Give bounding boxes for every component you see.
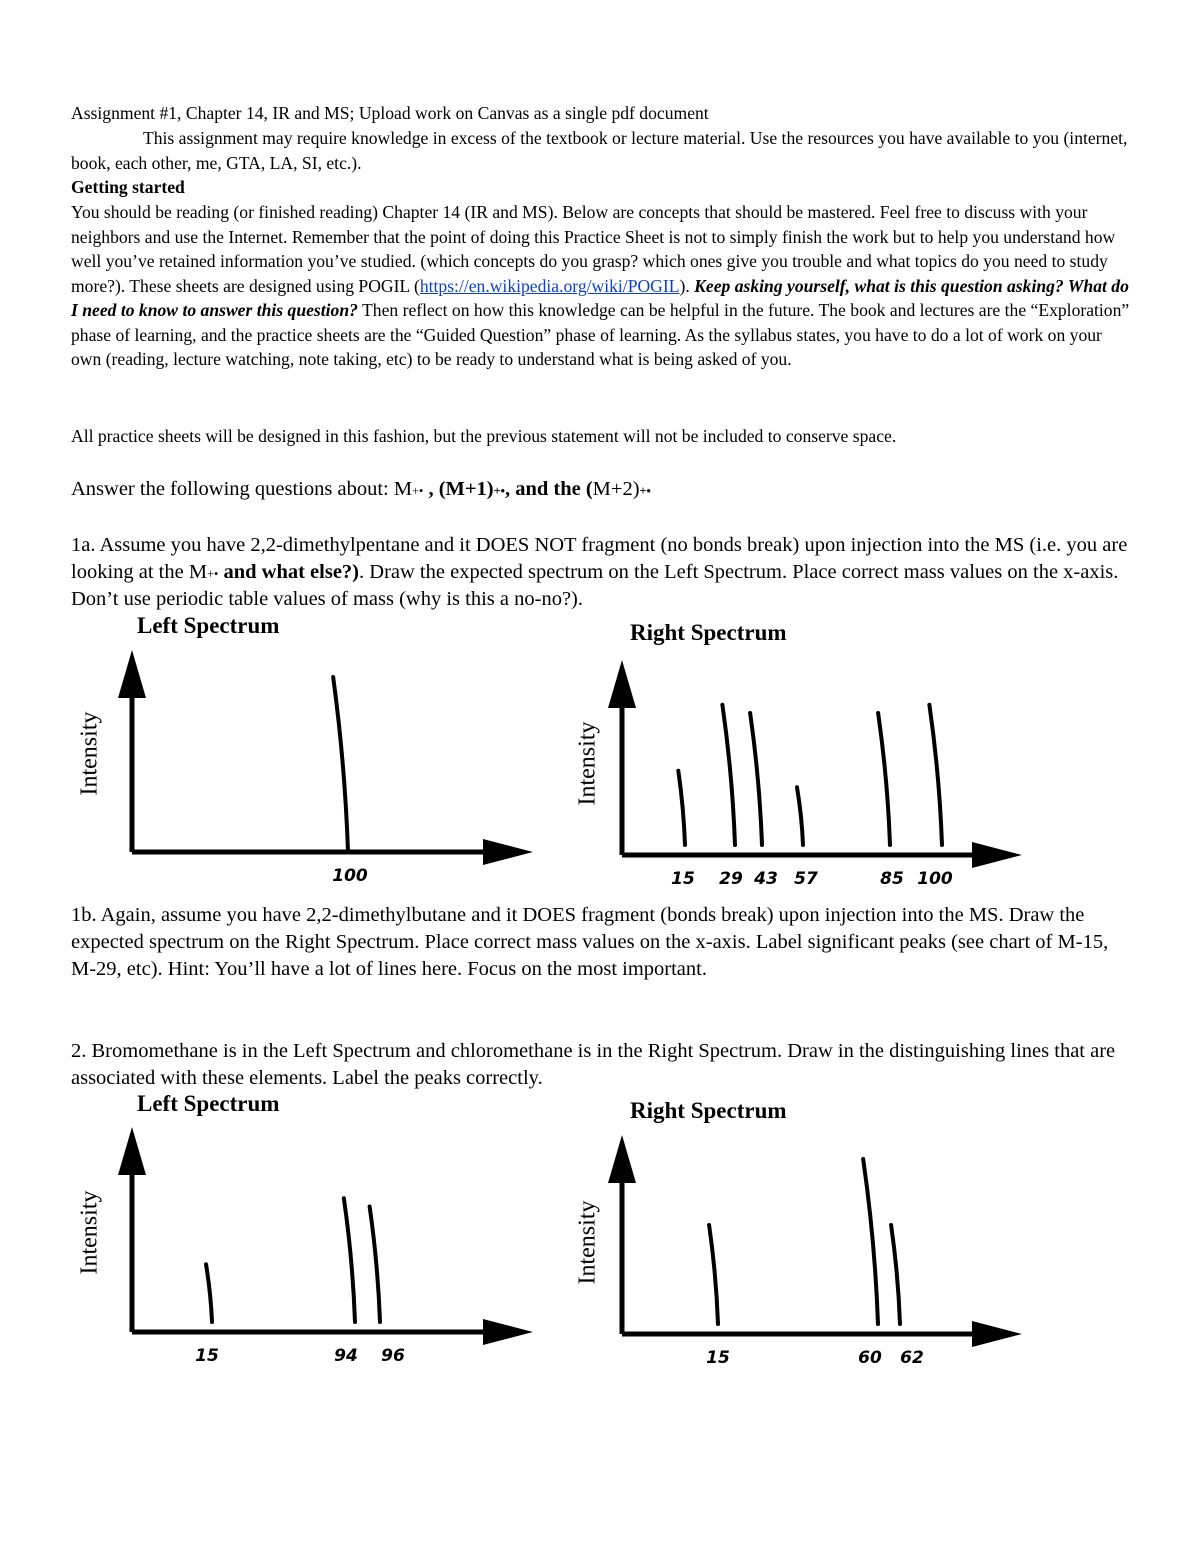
chart1-x-arrow [483, 839, 533, 865]
chart2-peak [878, 713, 890, 845]
chart3-tick-label: 96 [381, 1346, 405, 1366]
chart2-tick-label: 29 [719, 869, 743, 889]
question-2: 2. Bromomethane is in the Left Spectrum and chloromethane is in the Right Spectrum. Draw in the distinguishing lines that are associated with these elements. Label the peaks correctly. [71, 1040, 1116, 1089]
chart3-title: Left Spectrum [137, 1091, 280, 1116]
chart1-ylabel: Intensity [76, 711, 103, 796]
question-1b: 1b. Again, assume you have 2,2-dimethylbutane and it DOES fragment (bonds break) upon injection into the MS. Draw the expected spectrum on the Right Spectrum. Place correct mass values on the x-axis. Label significant peaks (see chart of M-15, M-29, etc). Hint: You’ll have a lot of lines here. Focus on the most important. [71, 904, 1109, 980]
chart2-peak [678, 771, 685, 845]
chart1-peak [333, 677, 348, 852]
chart4-x-arrow [972, 1321, 1022, 1347]
q1a-text-b: . Draw the expected spectrum on the Left Spectrum. Place correct mass values on the x-axis. Don’t use periodic table values of mass (why is this a no-no?). [71, 561, 1119, 610]
answer-tail: M+2) [592, 478, 640, 500]
chart4-peak [891, 1225, 900, 1324]
chart2-tick-label: 85 [880, 869, 904, 889]
chart3-tick-label: 15 [195, 1346, 219, 1366]
chart4-peak [863, 1159, 878, 1324]
q1a-bold: and what else?) [218, 561, 360, 583]
sup-3: +• [639, 484, 651, 498]
sup-1: +• [412, 484, 424, 498]
chart2-tick-label: 57 [794, 869, 818, 889]
assignment-header: Assignment #1, Chapter 14, IR and MS; Upload work on Canvas as a single pdf document [71, 103, 709, 123]
intro-text: This assignment may require knowledge in excess of the textbook or lecture material. Use the resources you have available to you (internet, book, each other, me, GTA, LA, SI, etc.). [71, 128, 1128, 173]
getting-started-heading: Getting started [71, 177, 185, 197]
chart4-tick-label: 62 [900, 1348, 924, 1368]
chart2-tick-label: 15 [671, 869, 695, 889]
answer-prefix: Answer the following questions about: M [71, 478, 413, 500]
gs-text-1: You should be reading (or finished reading) Chapter 14 (IR and MS). Below are concepts that should be mastered. Feel free to discuss with your neighbors and use the Internet. Remember that the point of doing this Practice Sheet is not to simply finish the work but to help you understand how well you’ve retained information you’ve studied. (which concepts do you grasp? which ones give you trouble and what topics do you need to study more?). These sheets are designed using POGIL ( [71, 202, 1116, 296]
chart2-peak [929, 705, 942, 845]
q1a-sup: +• [207, 567, 219, 581]
chart3-peak [344, 1198, 355, 1322]
chart4-ylabel: Intensity [574, 1200, 601, 1285]
chart4-peak [709, 1225, 718, 1324]
chart4-tick-label: 60 [858, 1348, 882, 1368]
chart2-x-arrow [972, 842, 1022, 868]
gs-emphasis: Keep asking yourself, what is this question asking? What do I need to know to answer this question? [71, 275, 1129, 320]
chart3-peak [206, 1264, 212, 1322]
sup-2: +• [493, 484, 505, 498]
chart2-y-arrow [608, 660, 636, 708]
chart4-title: Right Spectrum [630, 1098, 787, 1123]
chart2-tick-label: 43 [754, 869, 778, 889]
q1a-text-a: 1a. Assume you have 2,2-dimethylpentane and it DOES NOT fragment (no bonds break) upon injection into the MS (i.e. you are looking at the M [71, 534, 1128, 583]
answer-mid2: , and the ( [504, 478, 593, 500]
chart3-y-arrow [118, 1127, 146, 1175]
chart1-y-arrow [118, 650, 146, 698]
chart1-tick-label: 100 [332, 866, 368, 886]
chart4-tick-label: 15 [706, 1348, 730, 1368]
chart3-x-arrow [483, 1319, 533, 1345]
chart2-peak [750, 713, 762, 845]
answer-mid: , (M+1) [423, 478, 494, 500]
pogil-link[interactable]: https://en.wikipedia.org/wiki/POGIL [419, 275, 680, 296]
chart1-title: Left Spectrum [137, 613, 280, 638]
chart3-ylabel: Intensity [76, 1190, 103, 1275]
chart4-y-arrow [608, 1135, 636, 1183]
gs-text-2: ). [679, 275, 690, 296]
chart3-tick-label: 94 [334, 1346, 358, 1366]
chart3-peak [370, 1207, 380, 1323]
chart2-title: Right Spectrum [630, 620, 787, 645]
chart2-peak [797, 787, 803, 845]
gs-text-3: Then reflect on how this knowledge can be helpful in the future. The book and lectures are the “Exploration” phase of learning, and the practice sheets are the “Guided Question” phase of learning. As the syllabus states, you have to do a lot of work on your own (reading, lecture watching, note taking, etc) to be ready to understand what is being asked of you. [71, 300, 1130, 369]
getting-started-note: All practice sheets will be designed in this fashion, but the previous statement will not be included to conserve space. [71, 426, 897, 446]
chart2-tick-label: 100 [917, 869, 953, 889]
chart2-peak [722, 705, 735, 845]
chart2-ylabel: Intensity [574, 721, 601, 806]
